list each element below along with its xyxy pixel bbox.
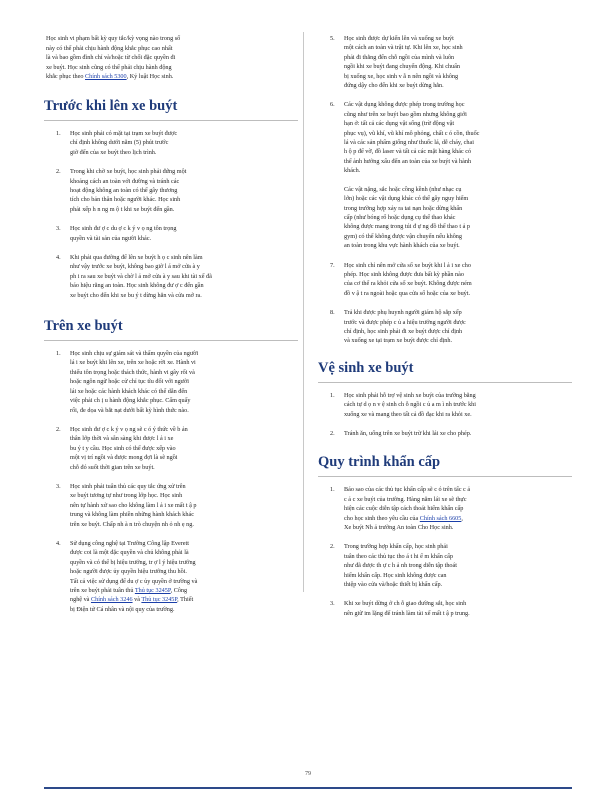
item-number: 8. — [330, 309, 335, 317]
list-item — [318, 308, 572, 346]
item-number: 1. — [330, 391, 335, 399]
item-text: nghệ và — [70, 596, 91, 604]
item-number: 2. — [330, 430, 335, 437]
item-text: , Thiết — [177, 596, 194, 604]
item-line: và xuống xe tại trạm xe buýt được chỉ định. — [344, 337, 453, 345]
item-line: Học sinh phải tuân thủ các quy tắc ứng xử trên — [70, 482, 186, 490]
item-line: ngồi khi xe buýt đang chuyển động. Khi chuẩn — [344, 63, 460, 71]
item-line: Trong trường hợp khẩn cấp, học sinh phải — [344, 543, 448, 551]
policy-3246-link[interactable]: Chính sách 3246 — [90, 596, 133, 604]
item-line: Học sinh phải hỗ trợ vệ sinh xe buýt của trường bằng — [344, 391, 476, 399]
item-line: phải đi thẳng đến chỗ ngồi của mình và luôn — [344, 53, 455, 61]
item-text: , — [461, 514, 463, 522]
item-text: cho học sinh theo yêu cầu của — [344, 514, 420, 522]
item-line: xe buýt cho đến khi xe bu ý t dừng hẳn và cửa mở ra. — [70, 291, 202, 299]
item-line: thân lớp thời và sẵn sàng khi được l ả i xe — [70, 435, 174, 443]
list-item — [44, 349, 298, 415]
item-line: Tất cả việc sử dụng để du ợ c ủy quyền ở trường và — [70, 577, 198, 585]
item-line: c ả c xe buýt của trường. Hàng năm lái xe sẽ thực — [344, 495, 467, 503]
list-item — [318, 429, 572, 438]
item-line: như đã được th ự c h ả nh trong diễn tập thoát — [344, 562, 457, 570]
section-before-boarding — [44, 98, 298, 300]
right-column — [318, 34, 572, 628]
item-line: Xe buýt Nh ả trường An toàn Cho Học sinh. — [344, 524, 454, 532]
item-line: được coi là một đặc quyền và chủ không phải là — [70, 549, 189, 557]
item-line: một vị trí ngồi và được mong đợi là sẽ ngồi — [70, 454, 178, 462]
section-rule — [318, 476, 572, 477]
item-line: Trả khi được phụ huynh người giám hộ sắp xếp — [344, 309, 462, 317]
procedure-3245p-link[interactable]: Thủ tục 3245P — [134, 587, 171, 594]
item-line: Học sinh đư ợ c k ý v ọ ng sẽ c ó ý thức về b ản — [70, 425, 188, 433]
item-line: hoạt động không an toàn có thể gây thương — [70, 187, 178, 194]
item-line: phải xếp h n ng m ộ t khi xe buýt đến gần. — [70, 205, 175, 213]
item-line: an toàn trong khu vực hành khách của xe buýt. — [344, 242, 460, 250]
item-line: Trong khi chờ xe buýt, học sinh phải đứng một — [70, 168, 187, 176]
item-line: như vậy trước xe buýt, không bao giờ l á mở cửa à y — [70, 263, 200, 271]
item-number: 3. — [56, 482, 61, 490]
item-number: 1. — [56, 129, 61, 137]
item-line: Các vật dụng không được phép trong trường học — [344, 101, 465, 109]
item-line: hiểm khẩn cấp. Học sinh không được can — [344, 571, 447, 579]
section-rule — [318, 382, 572, 383]
list-item — [44, 482, 298, 529]
item-number: 2. — [330, 543, 335, 551]
rules-list — [318, 485, 572, 618]
list-item — [44, 224, 298, 243]
section-title: Trước khi lên xe buýt — [44, 97, 178, 114]
section-rule — [44, 120, 298, 121]
section-bus-cleaning — [318, 360, 572, 439]
item-line: chỗ đó suốt thời gian trên xe buýt. — [70, 463, 155, 471]
item-line: gym) có thể không được vận chuyển nếu không — [344, 232, 462, 240]
item-line: Học sinh phải có mặt tại trạm xe buýt được — [70, 129, 178, 137]
item-line: Học sinh chịu sự giám sát và thẩm quyền của người — [70, 350, 199, 358]
item-line: chỉ định, học sinh phải đi xe buýt được chỉ định — [344, 327, 463, 335]
item-line: tuân theo các thủ tục tho á t hi ể m khẩn cấp — [344, 552, 453, 560]
list-item — [44, 129, 298, 157]
item-line: quyền và có thể bị hiệu trưởng, tr ợ l ý hiệu trưởng — [70, 558, 196, 566]
item-line: h ộ p để vỡ, đồ laser và tất cả các mặt hàng khác có — [344, 148, 472, 156]
item-line: trước và được phép c ủ a hiệu trưởng người được — [344, 318, 466, 326]
item-number: 5. — [330, 35, 335, 42]
item-line: đứng dậy cho đến khi xe buýt dừng hẳn. — [344, 82, 444, 90]
section-title: Trên xe buýt — [44, 318, 123, 335]
item-line: hoặc ngôn ngữ hoặc cử chỉ tục tĩu đối với người — [70, 378, 190, 386]
intro-line: xe buýt. Học sinh cũng có thể phải chịu hành động — [46, 63, 172, 71]
section-on-bus — [44, 318, 298, 614]
section-emergency-procedures — [318, 454, 572, 618]
list-item — [318, 34, 572, 90]
intro-text: , Kỷ luật Học sinh. — [126, 73, 174, 81]
item-line: lớn) hoặc các vật dụng khác có thể gây nguy hiểm — [344, 195, 469, 203]
rules-list — [44, 129, 298, 300]
list-item — [318, 261, 572, 299]
item-line: xe buýt tương tự như trong lớp học. Học sinh — [70, 492, 183, 500]
item-text: và — [132, 596, 142, 604]
left-column — [44, 34, 298, 624]
list-item — [318, 485, 572, 532]
item-line: cách tự d ọ n v ệ sinh ch ỗ ngồi c ủ a m ì nh trước khi — [344, 401, 476, 409]
item-line: trên xe buýt. Chấp nh à n trò chuyện nh ỏ nh ẹ ng. — [70, 520, 194, 528]
item-number: 2. — [56, 168, 61, 176]
item-line: lá và các sản phẩm giống như thuốc lá, dễ cháy, chai — [344, 139, 474, 147]
section-title: Vệ sinh xe buýt — [318, 359, 414, 376]
item-line: chỉ định không dưới năm (5) phút trước — [70, 139, 169, 147]
item-line: bị xuống xe, học sinh v ẫ n nên ngồi và không — [344, 72, 459, 80]
item-line: khoảng cách an toàn với đường và tránh các — [70, 177, 180, 185]
item-line: cũng như trên xe buýt bao gồm nhưng không giới — [344, 110, 467, 118]
item-line: rối, đe dọa và bắt nạt dưới bất kỳ hình thức nào. — [70, 406, 189, 414]
item-line: Tránh ăn, uống trên xe buýt trừ khi lái xe cho phép. — [344, 430, 472, 437]
item-text: , Công — [170, 587, 188, 594]
rules-list — [318, 391, 572, 439]
item-line: hoặc người được ủy quyền hiệu trưởng thu hồi. — [70, 568, 187, 576]
item-line: trong trường hợp xảy ra tai nạn hoặc dừng khẩn — [344, 204, 463, 212]
list-item — [318, 542, 572, 589]
list-item — [44, 539, 298, 614]
item-line: thể ảnh hưởng xấu đến an toàn của xe buýt và hành — [344, 157, 472, 165]
list-item — [44, 425, 298, 472]
item-line: Học sinh đư ợ c du ợ c k ý v ọ ng tôn trọng — [70, 225, 177, 233]
item-line: Học sinh được dự kiến lên và xuống xe buýt — [344, 35, 454, 42]
item-line: lá i xe buýt khi lên xe, trên xe hoặc rời xe. Hành vi — [70, 359, 196, 367]
item-line: Các vật nặng, sắc hoặc cồng kềnh (như nhạc cụ — [344, 185, 462, 193]
rules-list — [318, 34, 572, 346]
item-number: 6. — [330, 101, 335, 109]
item-line: không được mang trong túi đ ự ng đồ thể thao t ả p — [344, 223, 470, 231]
policy-6605-link[interactable]: Chính sách 6605 — [419, 514, 462, 522]
intro-line: Học sinh vi phạm bất kỳ quy tắc/kỳ vọng nào trong số — [46, 35, 181, 42]
item-line: giờ đến của xe buýt theo lịch trình. — [70, 148, 157, 156]
intro-text: khắc phục theo — [46, 73, 86, 81]
item-line: việc phải ch ị u hành động khắc phục. Cấm quấy — [70, 397, 191, 405]
item-line: Khi phải qua đường để lên xe buýt h ọ c sinh nên làm — [70, 254, 203, 262]
policy-5300-link[interactable]: Chính sách 5300 — [85, 73, 127, 81]
item-line: cấp (như bóng rổ hoặc dụng cụ thể thao khác — [344, 213, 456, 221]
footer-rule — [44, 787, 572, 789]
item-number: 3. — [56, 225, 61, 233]
item-line: xuống xe và mang theo tất cả đồ đạc khi ra khỏi xe. — [344, 410, 472, 418]
intro-line: này có thể phải chịu hành động khắc phục cao nhất — [46, 44, 173, 52]
item-line: bu ý t y cầu. Học sinh có thể được xếp vào — [70, 444, 176, 452]
item-line: tích cho bản thân hoặc người khác. Học sinh — [70, 196, 181, 204]
intro-paragraph — [46, 34, 298, 82]
item-line: thiệp vào cửa và/hoặc thiết bị khẩn cấp. — [344, 581, 443, 589]
list-item — [44, 167, 298, 214]
list-item — [318, 100, 572, 250]
item-line: hiện các cuộc diễn tập cách thoát hiểm khẩn cấp — [344, 505, 464, 513]
item-number: 4. — [56, 539, 61, 547]
procedure-3245p-link[interactable]: Thủ tục 3245P — [141, 596, 178, 604]
item-line: nên giữ im lặng để tránh làm tài xế mất t ậ p trung. — [344, 609, 470, 617]
item-number: 4. — [56, 254, 61, 262]
list-item — [318, 599, 572, 618]
item-line: một cách an toàn và trật tự. Khi lên xe, học sinh — [344, 44, 463, 52]
item-line: của cơ thể ra khỏi cửa sổ xe buýt. Không được ném — [344, 280, 472, 288]
item-number: 1. — [330, 486, 335, 494]
item-line: báo hiệu rằng an toàn. Học sinh không đư ợ c đến gần — [70, 282, 204, 290]
item-line: quyền và tài sản của người khác. — [70, 234, 152, 242]
item-line: trung và không làm phiền những hành khách khác — [70, 511, 194, 519]
column-divider — [303, 32, 304, 592]
item-line: phép. Học sinh không được đưa bất kỳ phần nào — [344, 270, 464, 278]
intro-line: là và bao gồm đình chỉ và/hoặc từ chối đặc quyền đi — [46, 54, 176, 62]
item-line: nên tự hành xử sao cho không làm l ả i xe mất t ậ p — [70, 501, 197, 509]
item-number: 7. — [330, 261, 335, 269]
item-number: 2. — [56, 425, 61, 433]
rules-list — [44, 349, 298, 614]
item-line: Báo sao của các thủ tục khẩn cấp sẽ c ó trên tấc c ả — [344, 486, 471, 494]
list-item — [318, 391, 572, 419]
item-line: ph i ra sau xe buýt và chờ l ả mở cửa à y sau khi tài xế đã — [70, 272, 212, 280]
item-number: 3. — [330, 600, 335, 608]
item-line: hạn ở: tất cả các dụng vật sống (trừ động vật — [344, 120, 455, 128]
item-line: đồ v ậ t ra ngoài hoặc qua cửa sổ hoặc của xe buýt. — [344, 289, 471, 297]
item-line: phục vụ), vũ khí, vũ khí mô phỏng, chất c ó cồn, thuốc — [344, 129, 480, 137]
page-number: 79 — [305, 771, 311, 777]
section-rule — [44, 340, 298, 341]
item-number: 1. — [56, 350, 61, 358]
item-line: thiếu tôn trọng hoặc thách thức, hành vi gây rối và — [70, 368, 195, 376]
item-line: Học sinh chỉ nên mở cửa sổ xe buýt khi l ả i xe cho — [344, 261, 471, 269]
item-line: khách. — [344, 167, 361, 175]
item-line: trên xe buýt phải tuân thủ — [70, 587, 134, 594]
section-title: Quy trình khẩn cấp — [318, 454, 441, 471]
item-line: Khi xe buýt dừng ở ch ỗ giao đường sắt, học sinh — [344, 600, 467, 608]
item-line: bị Điện tử Cá nhân và nội quy của trường. — [70, 605, 175, 613]
item-line: Sử dụng công nghệ tại Trường Công lập Everett — [70, 539, 189, 547]
list-item — [44, 253, 298, 300]
item-line: lái xe hoặc các hành khách khác có thể dẫn đến — [70, 387, 188, 395]
